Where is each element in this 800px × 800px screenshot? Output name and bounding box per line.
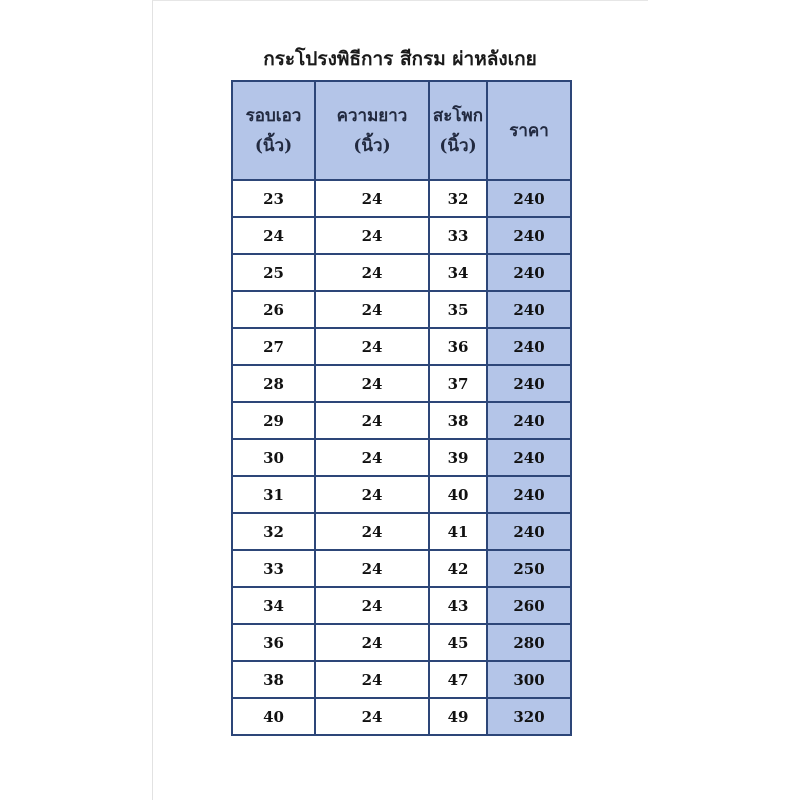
header-length	[315, 81, 429, 180]
header-waist-unit: (นิ้ว)	[254, 135, 293, 156]
price-cell: 240	[487, 439, 571, 476]
waist-cell: 29	[232, 402, 315, 439]
price-cell: 240	[487, 254, 571, 291]
table-row	[232, 180, 571, 217]
header-price-label: ราคา	[509, 120, 549, 141]
price-cell: 300	[487, 661, 571, 698]
waist-cell: 23	[232, 180, 315, 217]
length-cell: 24	[315, 180, 429, 217]
hip-cell: 35	[429, 291, 487, 328]
hip-cell: 39	[429, 439, 487, 476]
waist-cell: 31	[232, 476, 315, 513]
length-cell: 24	[315, 587, 429, 624]
hip-cell: 36	[429, 328, 487, 365]
waist-cell: 30	[232, 439, 315, 476]
hip-cell: 41	[429, 513, 487, 550]
waist-cell: 24	[232, 217, 315, 254]
table-row	[232, 328, 571, 365]
header-waist-label: รอบเอว	[245, 105, 302, 126]
price-cell: 240	[487, 513, 571, 550]
length-cell: 24	[315, 550, 429, 587]
waist-cell: 28	[232, 365, 315, 402]
table-row	[232, 402, 571, 439]
price-cell: 240	[487, 402, 571, 439]
price-cell: 240	[487, 180, 571, 217]
hip-cell: 42	[429, 550, 487, 587]
header-hip-unit: (นิ้ว)	[439, 135, 477, 156]
hip-cell: 43	[429, 587, 487, 624]
length-cell: 24	[315, 513, 429, 550]
waist-cell: 38	[232, 661, 315, 698]
table-row	[232, 439, 571, 476]
length-cell: 24	[315, 476, 429, 513]
waist-cell: 32	[232, 513, 315, 550]
length-cell: 24	[315, 624, 429, 661]
price-cell: 260	[487, 587, 571, 624]
waist-cell: 36	[232, 624, 315, 661]
price-cell: 240	[487, 476, 571, 513]
table-row	[232, 254, 571, 291]
hip-cell: 32	[429, 180, 487, 217]
length-cell: 24	[315, 291, 429, 328]
header-length-unit: (นิ้ว)	[353, 135, 391, 156]
hip-cell: 49	[429, 698, 487, 735]
length-cell: 24	[315, 402, 429, 439]
table-header-row	[232, 81, 571, 180]
header-waist	[232, 81, 315, 180]
length-cell: 24	[315, 217, 429, 254]
table-row	[232, 624, 571, 661]
table-row	[232, 291, 571, 328]
waist-cell: 34	[232, 587, 315, 624]
price-cell: 240	[487, 291, 571, 328]
header-price	[487, 81, 571, 180]
price-cell: 250	[487, 550, 571, 587]
hip-cell: 33	[429, 217, 487, 254]
hip-cell: 38	[429, 402, 487, 439]
table-body	[232, 180, 571, 735]
table-row	[232, 550, 571, 587]
hip-cell: 45	[429, 624, 487, 661]
table-row	[232, 476, 571, 513]
table-row	[232, 587, 571, 624]
header-length-label: ความยาว	[336, 105, 408, 126]
table-row	[232, 698, 571, 735]
size-price-table	[231, 80, 572, 736]
waist-cell: 26	[232, 291, 315, 328]
length-cell: 24	[315, 661, 429, 698]
header-hip-label: สะโพก	[432, 105, 484, 126]
price-cell: 320	[487, 698, 571, 735]
waist-cell: 25	[232, 254, 315, 291]
waist-cell: 40	[232, 698, 315, 735]
waist-cell: 33	[232, 550, 315, 587]
price-cell: 240	[487, 217, 571, 254]
length-cell: 24	[315, 365, 429, 402]
header-hip	[429, 81, 487, 180]
length-cell: 24	[315, 698, 429, 735]
hip-cell: 47	[429, 661, 487, 698]
waist-cell: 27	[232, 328, 315, 365]
length-cell: 24	[315, 328, 429, 365]
table-row	[232, 217, 571, 254]
table-row	[232, 661, 571, 698]
price-cell: 280	[487, 624, 571, 661]
hip-cell: 37	[429, 365, 487, 402]
table-row	[232, 365, 571, 402]
table-row	[232, 513, 571, 550]
hip-cell: 34	[429, 254, 487, 291]
length-cell: 24	[315, 439, 429, 476]
price-cell: 240	[487, 365, 571, 402]
page-title: กระโปรงพิธีการ สีกรม ผ่าหลังเกย	[263, 48, 537, 70]
length-cell: 24	[315, 254, 429, 291]
hip-cell: 40	[429, 476, 487, 513]
price-cell: 240	[487, 328, 571, 365]
